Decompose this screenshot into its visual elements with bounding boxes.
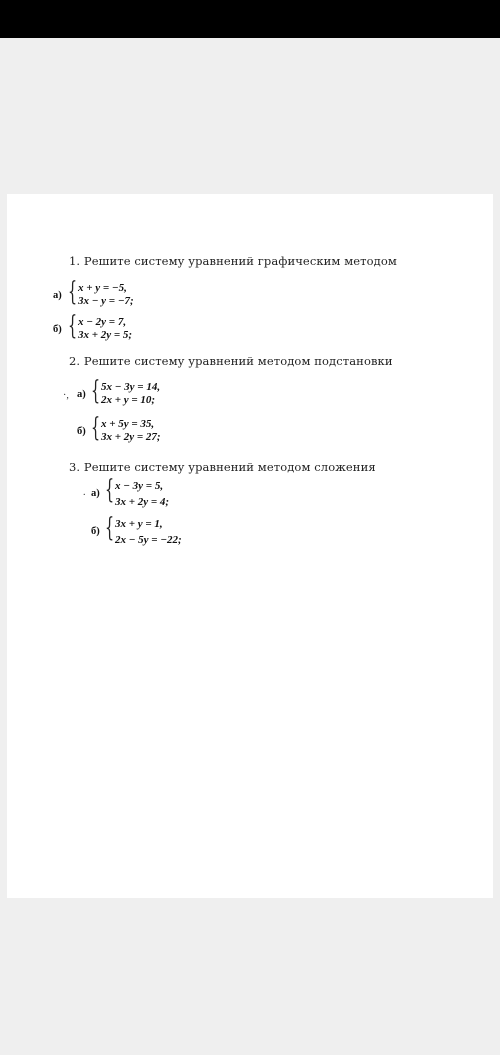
equation-1: x − 3y = 5, (115, 480, 164, 492)
equation-1: 3x + y = 1, (115, 518, 163, 530)
equation-1: x + y = −5, (78, 282, 127, 294)
equation-2: 3x − y = −7; (78, 295, 134, 307)
equation-2: 2x − 5y = −22; (115, 534, 182, 546)
equation-2: 3x + 2y = 27; (101, 431, 161, 443)
brace-icon: { (68, 277, 78, 307)
scan-mark: ·, (63, 390, 69, 401)
system-label: а) (77, 389, 86, 400)
brace-icon: { (91, 413, 101, 443)
top-bar (0, 0, 500, 38)
scan-mark: . (83, 487, 86, 498)
system-label: б) (91, 526, 100, 537)
task-3-heading: 3. Решите систему уравнений методом сложения (69, 460, 376, 474)
system-label: б) (77, 426, 86, 437)
brace-icon: { (91, 376, 101, 406)
equation-1: x − 2y = 7, (78, 316, 127, 328)
equation-1: 5x − 3y = 14, (101, 381, 161, 393)
equation-2: 2x + y = 10; (101, 394, 156, 406)
brace-icon: { (68, 311, 78, 341)
equation-2: 3x + 2y = 4; (115, 496, 170, 508)
document-page (7, 194, 493, 898)
equation-1: x + 5y = 35, (101, 418, 155, 430)
system-label: а) (91, 488, 100, 499)
system-label: б) (53, 324, 62, 335)
task-2-heading: 2. Решите систему уравнений методом подстановки (69, 354, 393, 368)
brace-icon: { (105, 475, 115, 505)
system-label: а) (53, 290, 62, 301)
task-1-heading: 1. Решите систему уравнений графическим методом (69, 254, 397, 268)
brace-icon: { (105, 513, 115, 543)
equation-2: 3x + 2y = 5; (78, 329, 133, 341)
